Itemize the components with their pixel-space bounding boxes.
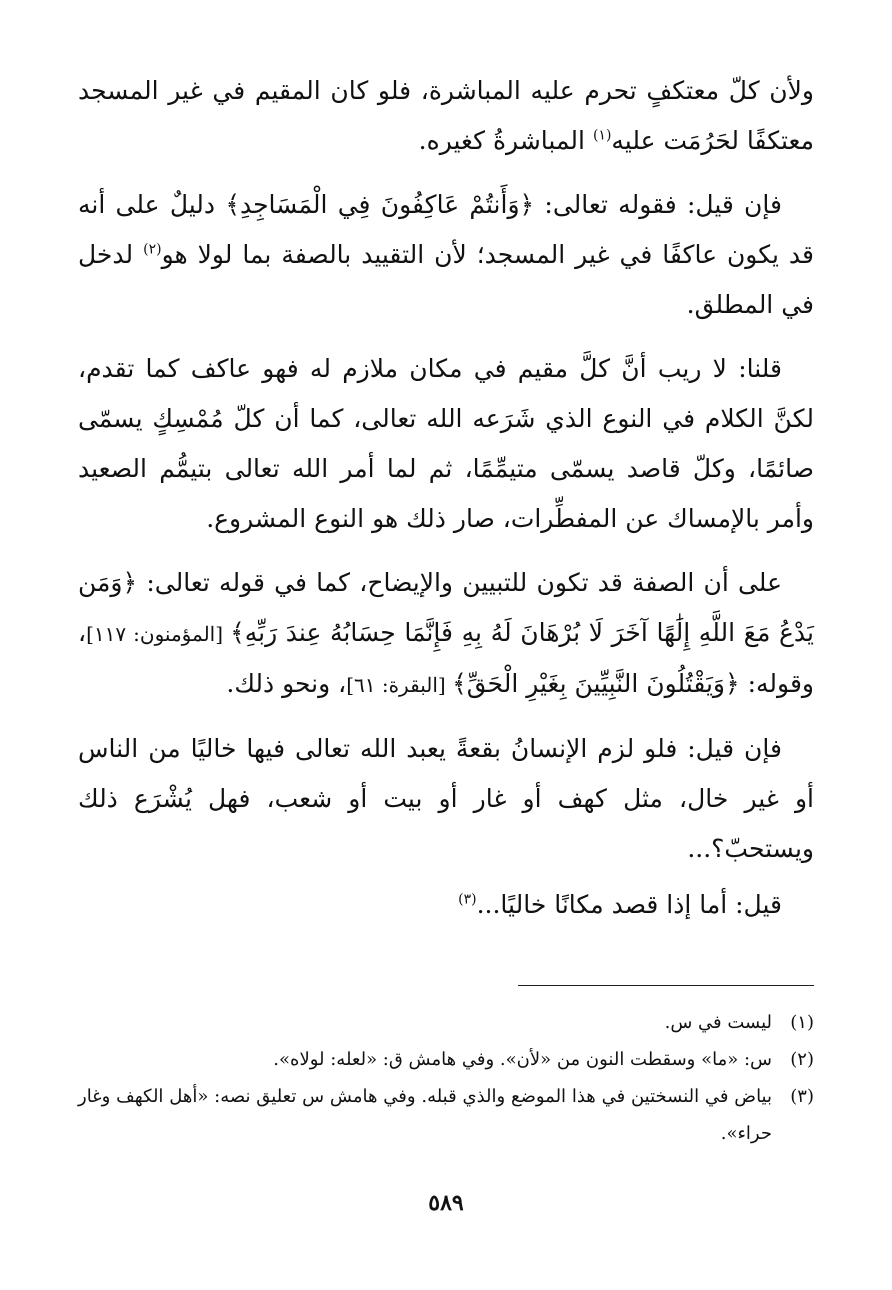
footnote-ref-2[interactable]: (٢) — [143, 241, 162, 258]
footnote-divider — [518, 985, 814, 986]
footnote-1 — [78, 1004, 814, 1041]
quran-reference-2: [البقرة: ٦١] — [346, 673, 453, 697]
paragraph-4-text-a: على أن الصفة قد تكون للتبيين والإيضاح، كما في قوله تعالى: — [137, 568, 782, 597]
paragraph-4-text-c: ، ونحو ذلك. — [226, 669, 347, 698]
paragraph-5 — [78, 724, 814, 874]
footnote-ref-3[interactable]: (٣) — [458, 891, 477, 908]
paragraph-5-text: فإن قيل: فلو لزم الإنسانُ بقعةً يعبد الله تعالى فيها خاليًا من الناس أو غير خال، مثل كهف أو غار أو بيت أو شعب، فهل يُشْرَع ذلك ويستحبّ؟... — [78, 734, 814, 863]
paragraph-3 — [78, 344, 814, 544]
footnote-text: ليست في س. — [664, 1012, 772, 1033]
quran-reference-1: [المؤمنون: ١١٧] — [86, 622, 231, 646]
footnote-3 — [78, 1078, 814, 1152]
paragraph-1-text-b: المباشرةُ كغيره. — [418, 126, 593, 155]
paragraph-2 — [78, 180, 814, 330]
paragraph-4 — [78, 558, 814, 710]
page-number: ٥٨٩ — [428, 1190, 464, 1216]
book-page — [78, 66, 814, 1266]
quran-verse-3: ﴿وَيَقْتُلُونَ النَّبِيِّينَ بِغَيْرِ الْحَقِّ﴾ — [452, 669, 740, 698]
paragraph-3-text: قلنا: لا ريب أنَّ كلَّ مقيم في مكان ملازم له فهو عاكف كما تقدم، لكنَّ الكلام في النوع الذي شَرَعه الله تعالى، كما أن كلّ مُمْسِكٍ يسمّى صائمًا، وكلّ قاصد يسمّى متيمِّمًا، ثم لما أمر الله تعالى بتيمُّم الصعيد وأمر بالإمساك عن المفطِّرات، صار ذلك هو النوع المشروع. — [78, 354, 814, 533]
footnote-ref-1[interactable]: (١) — [592, 127, 612, 144]
paragraph-1 — [78, 66, 814, 166]
paragraph-6 — [78, 880, 814, 930]
quran-verse-2: ﴿وَمَن يَدْعُ مَعَ اللَّهِ إِلَٰهًا آخَرَ لَا بُرْهَانَ لَهُ بِهِ فَإِنَّمَا حِسَابُهُ عِندَ رَبِّهِ﴾ — [78, 568, 814, 647]
footnote-text: س: «ما» وسقطت النون من «لأن». وفي هامش ق: «لعله: لولاه». — [273, 1049, 772, 1070]
footnote-text: بياض في النسختين في هذا الموضع والذي قبله. وفي هامش س تعليق نصه: «أهل الكهف وغار حراء». — [78, 1086, 772, 1144]
paragraph-2-text-a: فإن قيل: فقوله تعالى: — [534, 190, 782, 219]
footnote-number: (٢) — [790, 1049, 814, 1070]
paragraph-1-text-a: ولأن كلّ معتكفٍ تحرم عليه المباشرة، فلو كان المقيم في غير المسجد معتكفًا لحَرُمَت عليه — [78, 76, 814, 155]
quran-verse-1: ﴿وَأَنتُمْ عَاكِفُونَ فِي الْمَسَاجِدِ﴾ — [225, 190, 535, 219]
paragraph-6-text: قيل: أما إذا قصد مكانًا خاليًا... — [476, 890, 782, 919]
paragraph-2-text-b: دليلٌ على أنه قد يكون عاكفًا في غير المسجد؛ لأن التقييد بالصفة بما لولا هو — [78, 190, 815, 269]
footnote-number: (١) — [790, 1012, 814, 1033]
footnotes — [78, 1004, 814, 1152]
footnote-number: (٣) — [790, 1086, 814, 1107]
paragraph-4-text-b: ، وقوله: — [78, 618, 814, 698]
footnote-2 — [78, 1041, 814, 1078]
paragraph-2-text-c: لدخل في المطلق. — [78, 240, 814, 319]
